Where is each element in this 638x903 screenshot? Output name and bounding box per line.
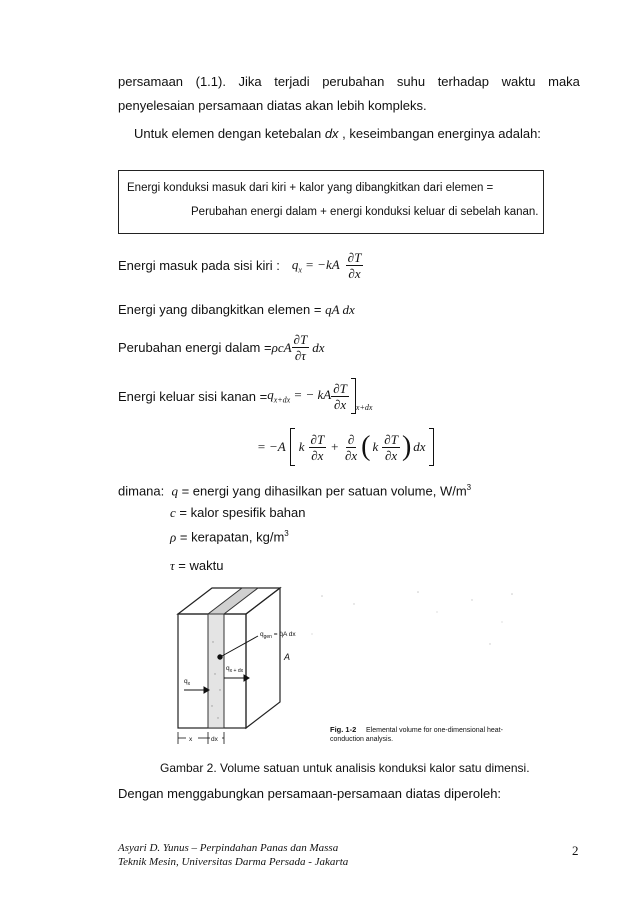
dim-dx-label: dx bbox=[211, 736, 218, 743]
fig-text-1: Elemental volume for one-dimensional heat- bbox=[366, 727, 503, 734]
page-number: 2 bbox=[572, 843, 579, 858]
eq-internal-energy: Perubahan energi dalam = ρcA $\frac{\partial T}{\partial\tau}$ dx bbox=[118, 332, 325, 363]
where-c: c = kalor spesifik bahan bbox=[170, 505, 306, 520]
eq-energy-generated: Energi yang dibangkitkan elemen = qA dx bbox=[118, 302, 355, 317]
where-tau: τ = waktu bbox=[170, 558, 224, 573]
where-rho: ρ = kerapatan, $kg/m^3$ bbox=[170, 529, 289, 545]
footer-line-2: Teknik Mesin, Universitas Darma Persada - Jakarta bbox=[118, 856, 349, 868]
eq-energy-out: Energi keluar sisi kanan = $q_{x+dx}$ = − kA $\frac{\partial T}{\partial x}$ x+dx bbox=[118, 378, 372, 414]
footer-line-1: Asyari D. Yunus – Perpindahan Panas dan Massa bbox=[118, 842, 339, 854]
eq3-fraction: $\frac{\partial T}{\partial\tau}$ bbox=[293, 332, 308, 363]
intro-line-2: penyelesaian persamaan diatas akan lebih kompleks. bbox=[118, 98, 427, 113]
eq1-label: Energi masuk pada sisi kiri : bbox=[118, 258, 280, 273]
qxdx-label: $q_{x + dx}$ bbox=[226, 665, 244, 674]
energy-balance-box bbox=[118, 170, 544, 234]
scan-specks bbox=[311, 591, 512, 645]
where-q: dimana: q = energi yang dihasilkan per satuan volume, $W/m^3$ bbox=[118, 483, 472, 499]
dim-x-label: x bbox=[189, 736, 193, 743]
eq-energy-out-expanded: = −A k $\frac{\partial T}{\partial x}$ + $\frac{\partial}{\partial x}$ ( k $\frac{\partial T}{\partial x}$ ) dx bbox=[257, 428, 434, 466]
fig-text-2: conduction analysis. bbox=[330, 736, 394, 743]
element-strip-face bbox=[208, 614, 224, 728]
figure-caption: Gambar 2. Volume satuan untuk analisis konduksi kalor satu dimensi. bbox=[160, 761, 530, 775]
box-line-2: Perubahan energi dalam + energi konduksi keluar di sebelah kanan. bbox=[191, 206, 539, 218]
fig-number: Fig. 1-2 bbox=[330, 725, 357, 734]
elemental-volume-figure bbox=[172, 582, 532, 752]
qgen-label: $q_{gen}$ = q̇A dx bbox=[260, 631, 296, 640]
qx-label: $q_x$ bbox=[184, 678, 191, 687]
eq-energy-in: Energi masuk pada sisi kiri : $q_x = -kA$ $\frac{\partial T}{\partial x}$ bbox=[118, 250, 362, 281]
eq1-fraction: $\frac{\partial T}{\partial x}$ bbox=[347, 250, 362, 281]
area-label: A bbox=[284, 652, 291, 662]
intro-line-1: persamaan (1.1). Jika terjadi perubahan suhu terhadap waktu maka bbox=[118, 74, 580, 89]
right-bracket bbox=[429, 428, 434, 466]
intro-line-3: Untuk elemen dengan ketebalan dx , keseimbangan energinya adalah: bbox=[134, 126, 541, 141]
box-line-1: Energi konduksi masuk dari kiri + kalor yang dibangkitkan dari elemen = bbox=[127, 182, 494, 194]
closing-sentence: Dengan menggabungkan persamaan-persamaan diatas diperoleh: bbox=[118, 786, 502, 801]
left-bracket bbox=[290, 428, 295, 466]
eq4-fraction: $\frac{\partial T}{\partial x}$ bbox=[333, 380, 347, 412]
